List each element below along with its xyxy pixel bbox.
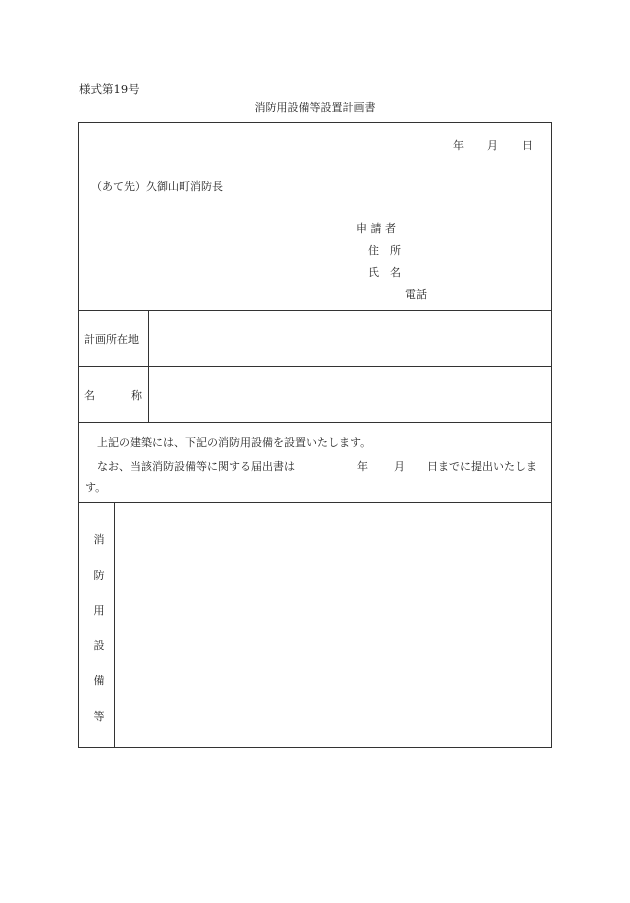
equipment-label-char: 消 [93,533,105,546]
statement-line-2-suffix: 日までに提出いたしま [427,460,537,473]
equipment-label-char: 等 [93,710,105,723]
statement-line-3: す。 [85,481,107,494]
date-day-label: 日 [522,139,533,152]
statement-line-2-prefix: なお、当該消防設備等に関する届出書は [97,460,295,473]
document-title: 消防用設備等設置計画書 [254,101,376,114]
statement-year-label: 年 [357,460,368,473]
addressee: （あて先）久御山町消防長 [91,180,223,193]
applicant-address-label: 住 所 [368,244,401,257]
date-month-label: 月 [487,139,498,152]
location-label: 計画所在地 [84,333,139,346]
equipment-column-divider [114,502,115,748]
divider-header [78,310,552,311]
divider-statement [78,502,552,503]
equipment-label-char: 備 [93,674,105,687]
equipment-label-char: 設 [93,639,105,652]
statement-line-1: 上記の建築には、下記の消防用設備を設置いたします。 [97,436,372,449]
date-year-label: 年 [453,139,464,152]
applicant-heading: 申 請 者 [356,222,396,235]
name-label-second: 称 [131,389,142,402]
statement-month-label: 月 [394,460,405,473]
divider-name [78,422,552,423]
applicant-phone-label: 電話 [405,288,427,301]
name-label-first: 名 [84,389,95,402]
equipment-label-char: 用 [93,604,105,617]
equipment-label-char: 防 [93,569,105,582]
applicant-name-label: 氏 名 [368,266,401,279]
label-column-divider [148,310,149,422]
form-number: 様式第19号 [79,82,140,96]
divider-location [78,366,552,367]
